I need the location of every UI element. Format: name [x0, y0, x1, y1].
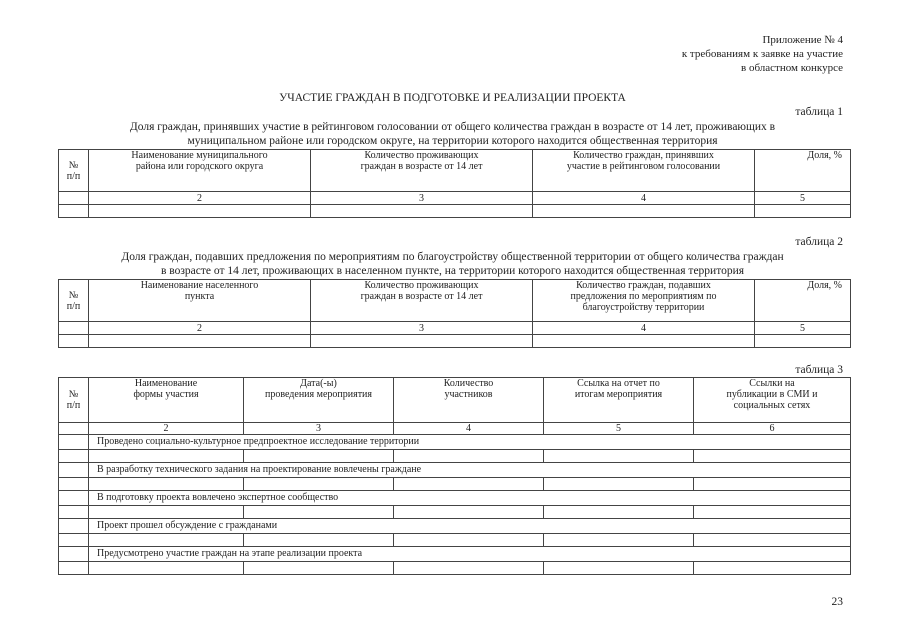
table2	[58, 279, 851, 348]
appendix-header	[543, 33, 843, 75]
table1-column-number: 4	[533, 192, 755, 205]
appendix-line-2: к требованиям к заявке на участие	[681, 48, 843, 60]
table1-header-residents: Количество проживающих граждан в возрасте от 14 лет	[311, 150, 533, 192]
table2-empty-cell	[755, 335, 851, 348]
table2-header-share: Доля, %	[755, 280, 851, 322]
table3-empty-cell	[244, 534, 394, 547]
table3-section-number-cell	[59, 463, 89, 478]
table3-empty-cell	[544, 506, 694, 519]
table1-header-share: Доля, %	[755, 150, 851, 192]
table2-caption	[60, 250, 845, 278]
table1	[58, 149, 851, 218]
table3-empty-cell	[394, 506, 544, 519]
table3-empty-cell	[544, 450, 694, 463]
table3-column-number: 2	[89, 423, 244, 435]
table1-empty-cell	[89, 205, 311, 218]
table1-empty-cell	[533, 205, 755, 218]
table3-column-number: 5	[544, 423, 694, 435]
table1-caption-line-2: муниципальном районе или городском округе, на территории которого находится общественная территория	[187, 135, 718, 147]
table1-empty-cell	[311, 205, 533, 218]
table1-header-number: № п/п	[59, 150, 89, 192]
table3-empty-cell	[59, 506, 89, 519]
table3-section-number-cell	[59, 519, 89, 534]
table3-empty-cell	[244, 562, 394, 575]
table1-caption	[60, 120, 845, 148]
table3-empty-cell	[244, 478, 394, 491]
table3-header-participants: Количество участников	[394, 378, 544, 423]
table1-column-number: 2	[89, 192, 311, 205]
table1-empty-cell	[59, 205, 89, 218]
table3-header-report-link: Ссылка на отчет по итогам мероприятия	[544, 378, 694, 423]
table2-empty-cell	[533, 335, 755, 348]
table3-empty-cell	[544, 478, 694, 491]
table3-empty-cell	[544, 534, 694, 547]
table2-caption-line-2: в возрасте от 14 лет, проживающих в населенном пункте, на территории которого находится общественная территория	[160, 265, 745, 277]
table3-empty-cell	[244, 506, 394, 519]
table3-empty-cell	[394, 478, 544, 491]
table3-empty-cell	[89, 450, 244, 463]
table3-empty-cell	[89, 506, 244, 519]
table1-caption-line-1: Доля граждан, принявших участие в рейтинговом голосовании от общего количества граждан в возрасте от 14 лет, проживающих в	[129, 121, 776, 133]
table2-label: таблица 2	[795, 236, 843, 248]
table2-column-number: 4	[533, 322, 755, 335]
table3-label: таблица 3	[795, 364, 843, 376]
table1-column-number: 5	[755, 192, 851, 205]
table3-empty-cell	[89, 562, 244, 575]
table1-header-municipality: Наименование муниципального района или городского округа	[89, 150, 311, 192]
page-number: 23	[831, 596, 843, 608]
table3-empty-cell	[59, 534, 89, 547]
table3-empty-cell	[394, 534, 544, 547]
table3-section-number-cell	[59, 491, 89, 506]
table3-empty-cell	[694, 450, 851, 463]
table3-empty-cell	[394, 562, 544, 575]
table3-section-title: Проведено социально-культурное предпроектное исследование территории	[89, 435, 851, 450]
table3-empty-cell	[694, 478, 851, 491]
table3-column-number: 4	[394, 423, 544, 435]
table2-caption-line-1: Доля граждан, подавших предложения по мероприятиям по благоустройству общественной территории от общего количества граждан	[121, 251, 784, 263]
table1-empty-cell	[755, 205, 851, 218]
table3-empty-cell	[544, 562, 694, 575]
table3-empty-cell	[59, 478, 89, 491]
table3-header-dates: Дата(-ы) проведения мероприятия	[244, 378, 394, 423]
table2-column-number: 3	[311, 322, 533, 335]
table2-header-number: № п/п	[59, 280, 89, 322]
appendix-number: Приложение № 4	[762, 34, 843, 46]
table3-section-title: В разработку технического задания на проектирование вовлечены граждане	[89, 463, 851, 478]
document-title: УЧАСТИЕ ГРАЖДАН В ПОДГОТОВКЕ И РЕАЛИЗАЦИИ ПРОЕКТА	[279, 92, 626, 104]
table1-header-voters: Количество граждан, принявших участие в рейтинговом голосовании	[533, 150, 755, 192]
table2-column-number: 5	[755, 322, 851, 335]
table2-header-settlement: Наименование населенного пункта	[89, 280, 311, 322]
table3-header-media-links: Ссылки на публикации в СМИ и социальных сетях	[694, 378, 851, 423]
table2-column-number: 2	[89, 322, 311, 335]
table3-column-number: 3	[244, 423, 394, 435]
table3-section-title: Проект прошел обсуждение с гражданами	[89, 519, 851, 534]
table2-empty-cell	[59, 335, 89, 348]
table3-header-number: № п/п	[59, 378, 89, 423]
table2-empty-cell	[89, 335, 311, 348]
table3-empty-cell	[59, 562, 89, 575]
table3-empty-cell	[694, 534, 851, 547]
table3-empty-cell	[89, 478, 244, 491]
table3-section-title: Предусмотрено участие граждан на этапе реализации проекта	[89, 547, 851, 562]
table3-empty-cell	[89, 534, 244, 547]
table2-empty-cell	[311, 335, 533, 348]
table3-empty-cell	[394, 450, 544, 463]
table1-column-number: 3	[311, 192, 533, 205]
table3-column-number: 6	[694, 423, 851, 435]
table3-section-title: В подготовку проекта вовлечено экспертное сообщество	[89, 491, 851, 506]
appendix-line-3: в областном конкурсе	[741, 62, 843, 74]
table3-empty-cell	[694, 506, 851, 519]
table3-empty-cell	[244, 450, 394, 463]
table2-header-proposers: Количество граждан, подавших предложения по мероприятиям по благоустройству территории	[533, 280, 755, 322]
table3-header-form: Наименование формы участия	[89, 378, 244, 423]
table3-section-number-cell	[59, 547, 89, 562]
table3-section-number-cell	[59, 435, 89, 450]
table1-label: таблица 1	[795, 106, 843, 118]
table2-number-cell	[59, 322, 89, 335]
table1-number-cell	[59, 192, 89, 205]
table3-empty-cell	[59, 450, 89, 463]
table2-header-residents: Количество проживающих граждан в возрасте от 14 лет	[311, 280, 533, 322]
table3-number-cell	[59, 423, 89, 435]
table3	[58, 377, 851, 575]
table3-empty-cell	[694, 562, 851, 575]
